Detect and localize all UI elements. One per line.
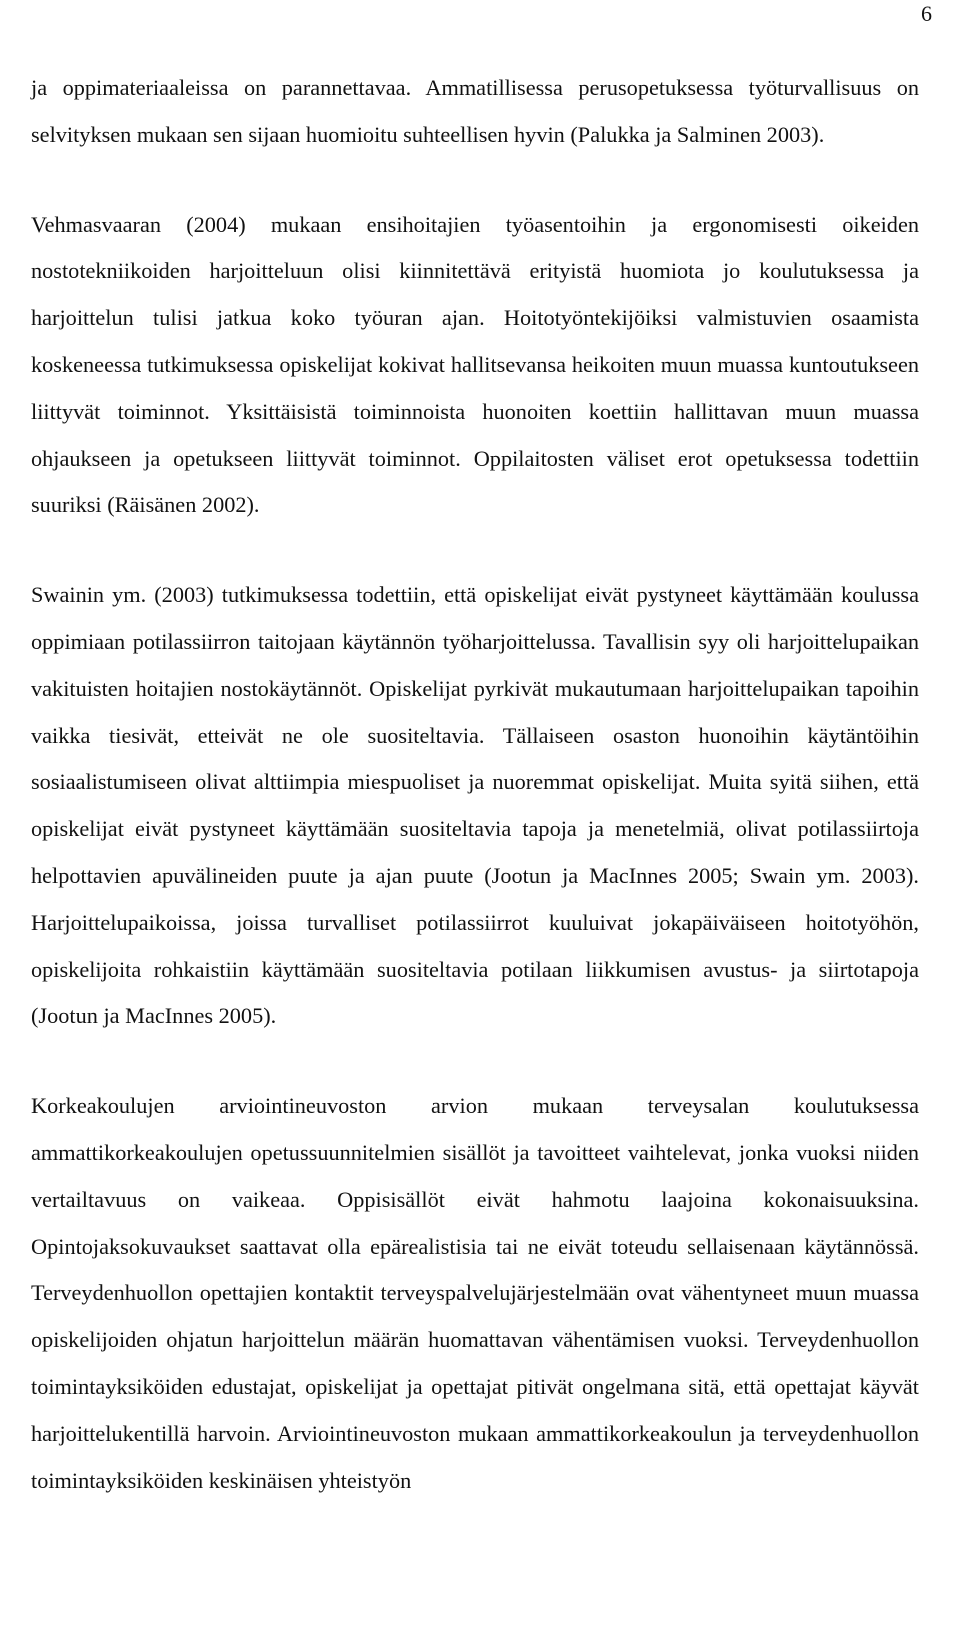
page-number: 6 — [921, 1, 932, 26]
paragraph-3: Swainin ym. (2003) tutkimuksessa todettiin, että opiskelijat eivät pystyneet käyttämään koulussa oppimiaan potilassiirron taitojaan käytännön työharjoittelussa. Tavallisin syy oli harjoittelupaikan vakituisten hoitajien nostokäytännöt. Opiskelijat pyrkivät mukautumaan harjoittelupaikan tapoihin vaikka tiesivät, etteivät ne ole suositeltavia. Tällaiseen osaston huonoihin käytäntöihin sosiaalistumiseen olivat alttiimpia miespuoliset ja nuoremmat opiskelijat. Muita syitä siihen, että opiskelijat eivät pystyneet käyttämään suositeltavia tapoja ja menetelmiä, olivat potilassiirtoja helpottavien apuvälineiden puute ja ajan puute (Jootun ja MacInnes 2005; Swain ym. 2003). Harjoittelupaikoissa, joissa turvalliset potilassiirrot kuuluivat jokapäiväiseen hoitotyöhön, opiskelijoita rohkaistiin käyttämään suositeltavia potilaan liikkumisen avustus- ja siirtotapoja (Jootun ja MacInnes 2005). — [31, 582, 919, 1029]
paragraph-2: Vehmasvaaran (2004) mukaan ensihoitajien työasentoihin ja ergonomisesti oikeiden nostotekniikoiden harjoitteluun olisi kiinnitettävä erityistä huomiota jo koulutuksessa ja harjoittelun tulisi jatkua koko työuran ajan. Hoitotyöntekijöiksi valmistuvien osaamista koskeneessa tutkimuksessa opiskelijat kokivat hallitsevansa heikoiten muun muassa kuntoutukseen liittyvät toiminnot. Yksittäisistä toiminnoista huonoiten koettiin hallittavan muun muassa ohjaukseen ja opetukseen liittyvät toiminnot. Oppilaitosten väliset erot opetuksessa todettiin suuriksi (Räisänen 2002). — [31, 211, 919, 518]
paragraph-1: ja oppimateriaaleissa on parannettavaa. Ammatillisessa perusopetuksessa työturvallisuus on selvityksen mukaan sen sijaan huomioitu suhteellisen hyvin (Palukka ja Salminen 2003). — [31, 75, 919, 147]
paragraph-4: Korkeakoulujen arviointineuvoston arvion mukaan terveysalan koulutuksessa ammattikorkeakoulujen opetussuunnitelmien sisällöt ja tavoitteet vaihtelevat, jonka vuoksi niiden vertailtavuus on vaikeaa. Oppisisällöt eivät hahmotu laajoina kokonaisuuksina. Opintojaksokuvaukset saattavat olla epärealistisia tai ne eivät toteudu sellaisenaan käytännössä. Terveydenhuollon opettajien kontaktit terveyspalvelujärjestelmään ovat vähentyneet muun muassa opiskelijoiden ohjatun harjoittelun määrän huomattavan vähentämisen vuoksi. Terveydenhuollon toimintayksiköiden edustajat, opiskelijat ja opettajat pitivät ongelmana sitä, että opettajat käyvät harjoittelukentillä harvoin. Arviointineuvoston mukaan ammattikorkeakoulun ja terveydenhuollon toimintayksiköiden keskinäisen yhteistyön — [31, 1093, 919, 1493]
